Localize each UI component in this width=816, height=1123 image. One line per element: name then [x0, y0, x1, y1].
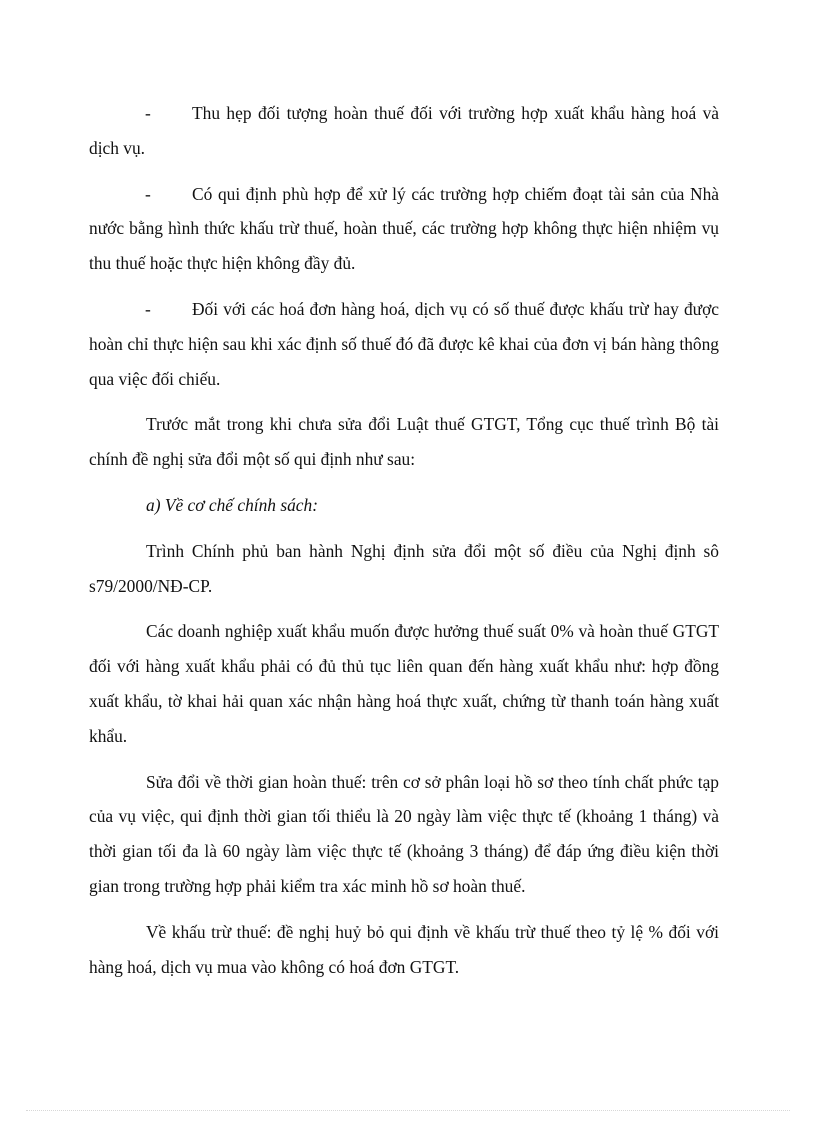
page-bottom-rule	[26, 1110, 790, 1111]
bullet-text: Đối với các hoá đơn hàng hoá, dịch vụ có số thuế được khấu trừ hay được hoàn chỉ thực hiện sau khi xác định số thuế đó đã được kê khai của đơn vị bán hàng thông qua việc đối chiếu.	[89, 298, 719, 389]
bullet-item	[89, 177, 719, 281]
bullet-item	[89, 292, 719, 396]
body-paragraph: Về khấu trừ thuế: đề nghị huỷ bỏ qui định về khấu trừ thuế theo tỷ lệ % đối với hàng hoá, dịch vụ mua vào không có hoá đơn GTGT.	[89, 921, 719, 977]
bullet-item	[89, 96, 719, 166]
bullet-dash: -	[145, 298, 151, 319]
body-paragraph: Các doanh nghiệp xuất khẩu muốn được hưởng thuế suất 0% và hoàn thuế GTGT đối với hàng xuất khẩu phải có đủ thủ tục liên quan đến hàng xuất khẩu như: hợp đồng xuất khẩu, tờ khai hải quan xác nhận hàng hoá thực xuất, chứng từ thanh toán hàng xuất khẩu.	[89, 621, 719, 746]
bullet-dash: -	[145, 183, 151, 204]
bullet-dash: -	[145, 103, 151, 123]
body-paragraph: Trình Chính phủ ban hành Nghị định sửa đổi một số điều của Nghị định sô s79/2000/NĐ-CP.	[89, 540, 719, 596]
intro-paragraph: Trước mắt trong khi chưa sửa đổi Luật thuế GTGT, Tổng cục thuế trình Bộ tài chính đề nghị sửa đổi một số qui định như sau:	[89, 414, 719, 470]
section-subheading: a) Về cơ chế chính sách:	[146, 494, 319, 515]
bullet-text: Có qui định phù hợp để xử lý các trường hợp chiếm đoạt tài sản của Nhà nước bằng hình thức khấu trừ thuế, hoàn thuế, các trường hợp không thực hiện nhiệm vụ thu thuế hoặc thực hiện không đầy đủ.	[89, 183, 719, 274]
bullet-text: Thu hẹp đối tượng hoàn thuế đối với trường hợp xuất khẩu hàng hoá và dịch vụ.	[89, 103, 719, 158]
body-paragraph: Sửa đổi về thời gian hoàn thuế: trên cơ sở phân loại hồ sơ theo tính chất phức tạp của vụ việc, qui định thời gian tối thiểu là 20 ngày làm việc thực tế (khoảng 1 tháng) và thời gian tối đa là 60 ngày làm việc thực tế (khoảng 3 tháng) để đáp ứng điều kiện thời gian trong trường hợp phải kiểm tra xác minh hồ sơ hoàn thuế.	[89, 771, 719, 896]
document-page	[89, 96, 719, 995]
